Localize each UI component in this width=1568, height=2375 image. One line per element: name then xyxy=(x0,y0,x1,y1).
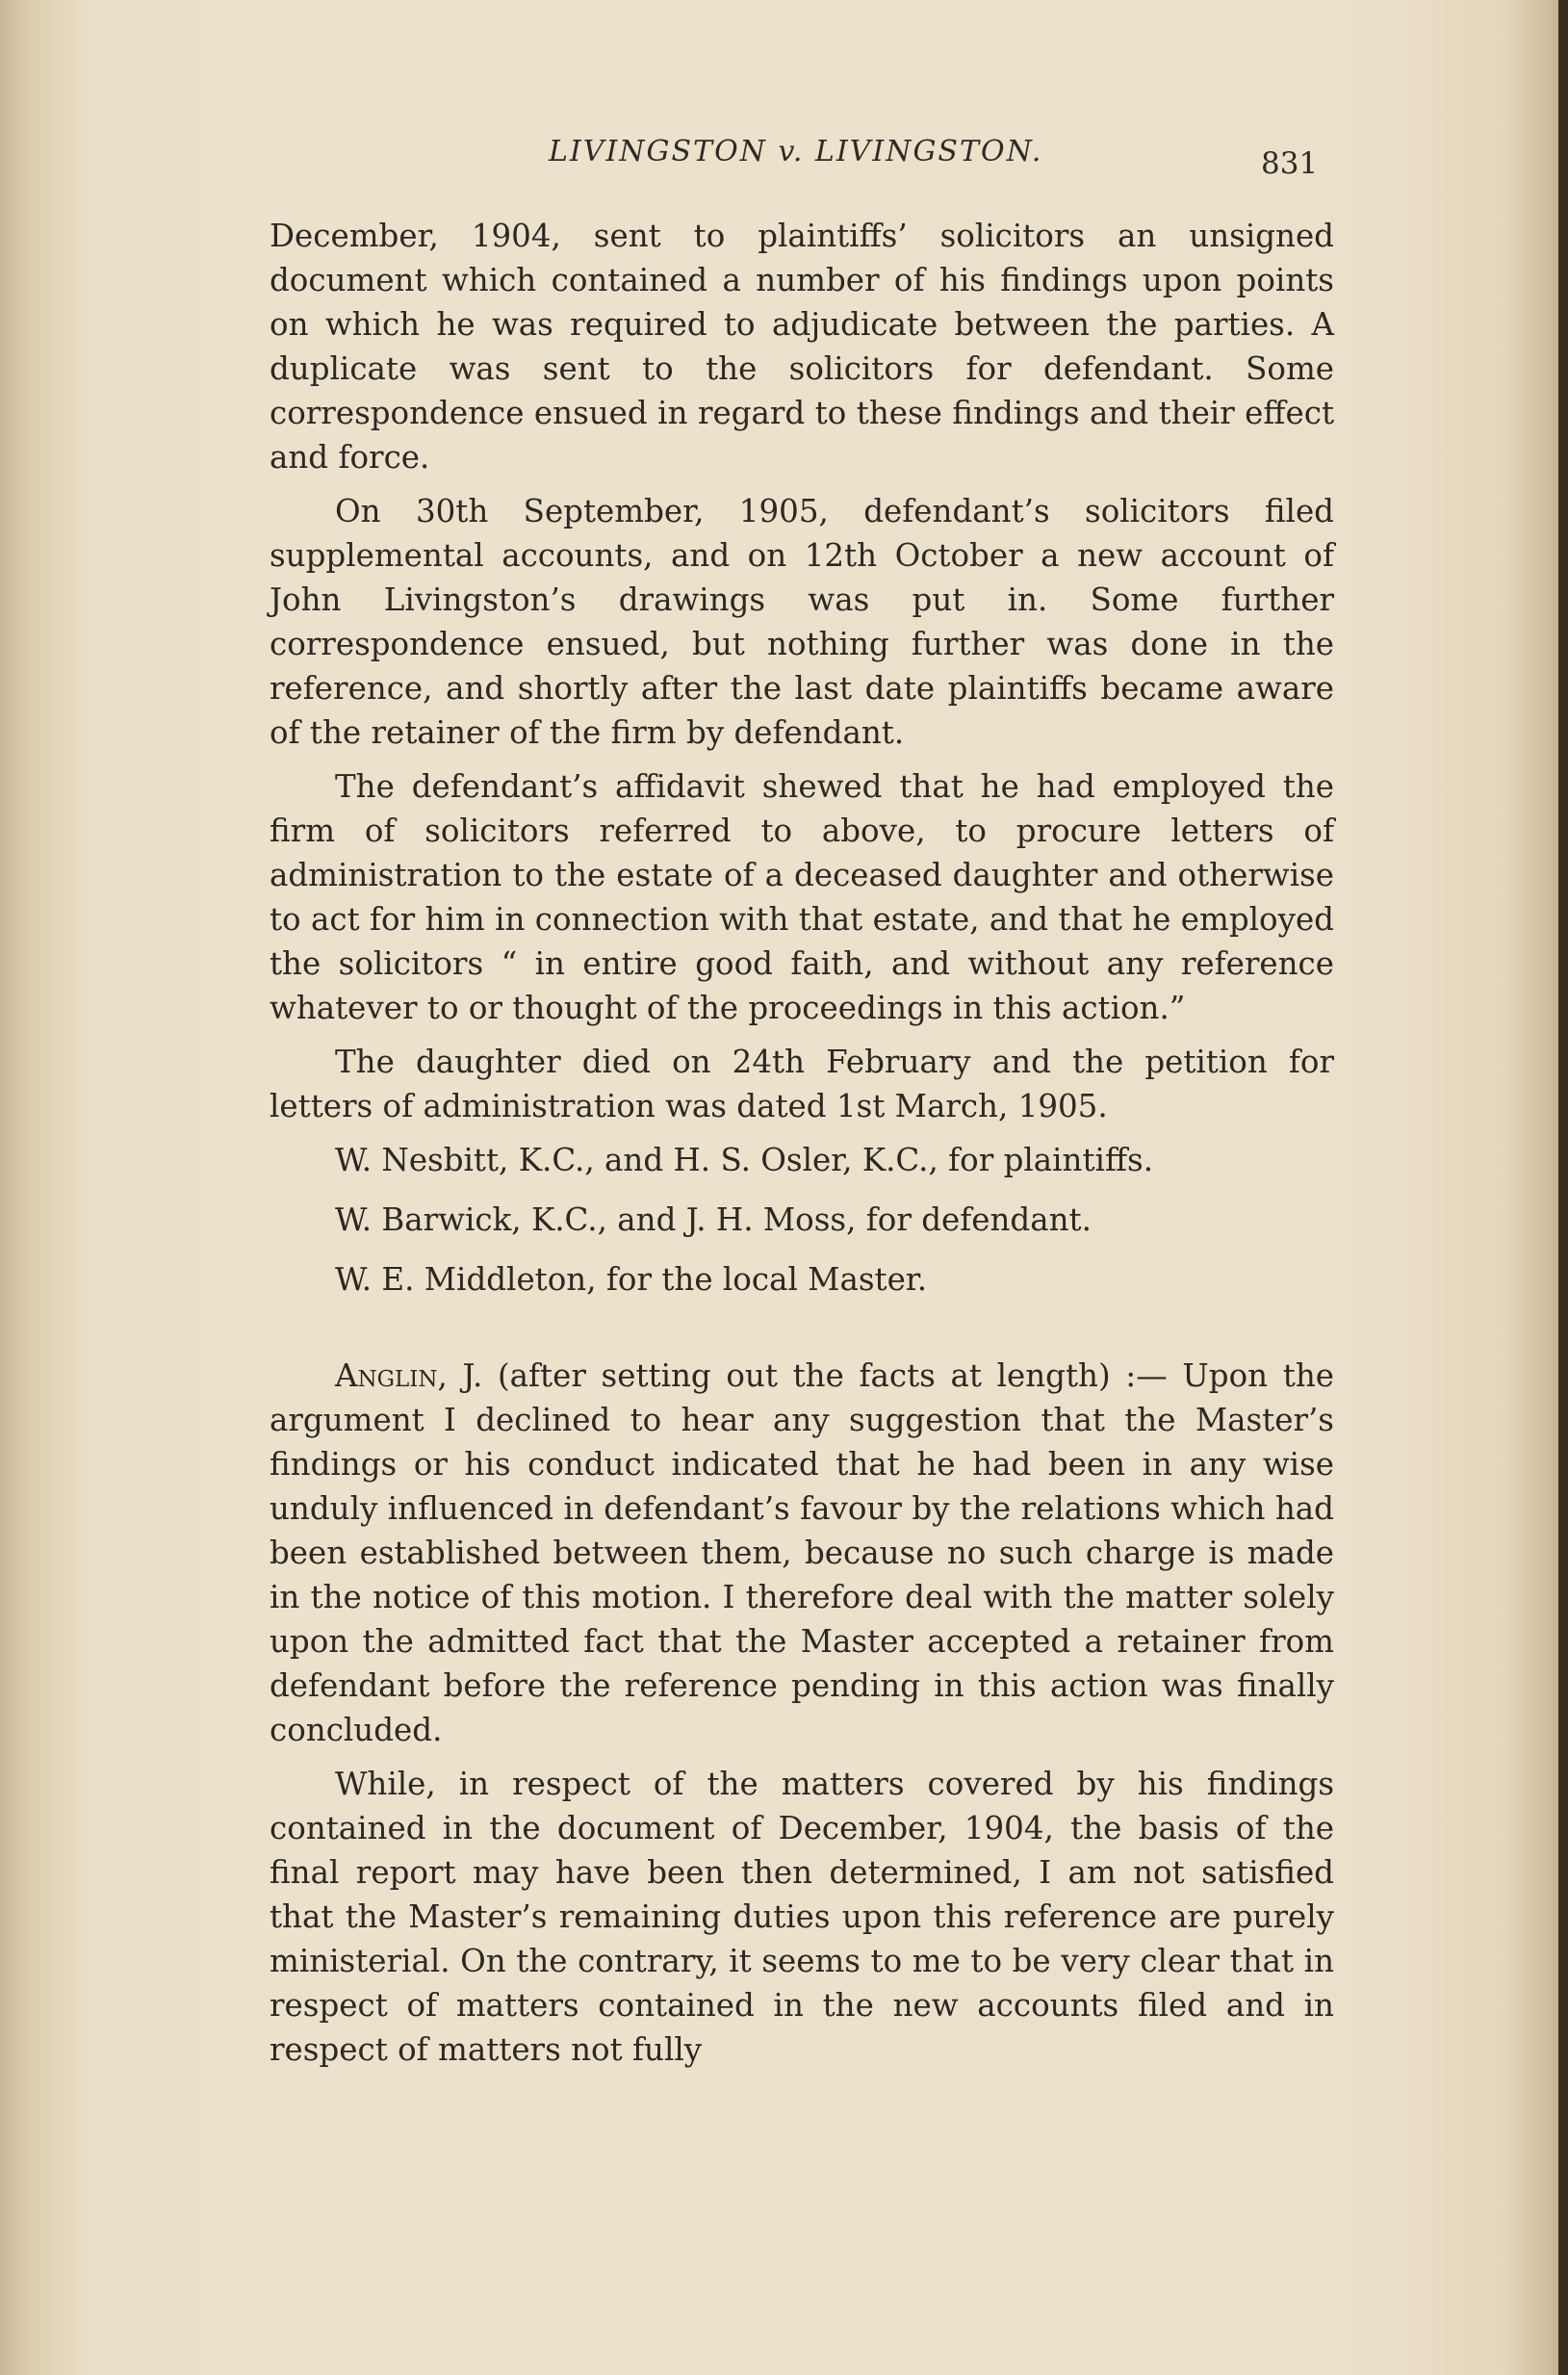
judgment-paragraph: While, in respect of the matters covered by his findings contained in the document of December, 1904, the basis of the final report may have been then determined, I am not satisfied that the Master’s remaining duties upon this reference are purely ministerial. On the contrary, it seems to me to be very clear that in respect of matters contained in the new accounts filed and in respect of matters not fully xyxy=(270,1766,1334,2068)
paragraph-continuation: December, 1904, sent to plaintiffs’ solicitors an unsigned document which contained a number of his findings upon points on which he was required to adjudicate between the parties. A duplicate was sent to the solicitors for defendant. Some correspondence ensued in regard to these findings and their effect and force. xyxy=(270,218,1334,476)
page-header xyxy=(0,135,1568,193)
counsel-line: W. E. Middleton, for the local Master. xyxy=(335,1261,928,1298)
paragraph: The daughter died on 24th February and the petition for letters of administration was dated 1st March, 1905. xyxy=(270,1044,1334,1124)
paragraph: The defendant’s affidavit shewed that he had employed the firm of solicitors referred to above, to procure letters of administration to the estate of a deceased daughter and otherwise to act for him in connection with that estate, and that he employed the solicitors “ in entire good faith, and without any reference whatever to or thought of the proceedings in this action.” xyxy=(270,768,1334,1026)
body-text xyxy=(270,214,1334,2081)
counsel-line: W. Nesbitt, K.C., and H. S. Osler, K.C., for plaintiffs. xyxy=(335,1142,1154,1178)
judgment-text: , J. (after setting out the facts at length) :— Upon the argument I declined to hear any suggestion that the Master’s findings or his conduct indicated that he had been in any wise unduly influenced in defendant’s favour by the relations which had been established between them, because no such charge is made in the notice of this motion. I therefore deal with the matter solely upon the admitted fact that the Master accepted a retainer from defendant before the reference pending in this action was finally concluded. xyxy=(270,1357,1334,1748)
judge-name: Anglin xyxy=(335,1357,438,1394)
counsel-line: W. Barwick, K.C., and J. H. Moss, for defendant. xyxy=(335,1201,1092,1238)
paragraph: On 30th September, 1905, defendant’s solicitors filed supplemental accounts, and on 12th October a new account of John Livingston’s drawings was put in. Some further correspondence ensued, but nothing further was done in the reference, and shortly after the last date plaintiffs became aware of the retainer of the firm by defendant. xyxy=(270,493,1334,751)
running-head: LIVINGSTON v. LIVINGSTON. xyxy=(549,135,1043,168)
page-number: 831 xyxy=(1261,146,1319,181)
judgment-paragraph xyxy=(270,1354,1334,1752)
